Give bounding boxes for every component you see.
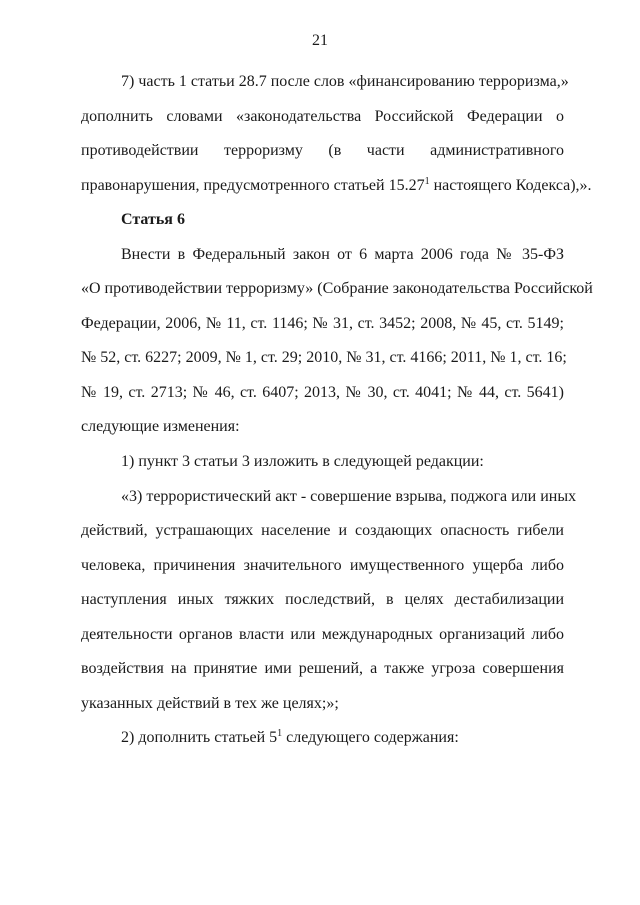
item7-line2: дополнить словами «законодательства Российской Федерации о <box>81 108 564 125</box>
superscript: 1 <box>424 176 430 187</box>
item7-line1: 7) часть 1 статьи 28.7 после слов «финансированию терроризма,» <box>121 73 569 90</box>
article6-p1-line2: «О противодействии терроризму» (Собрание законодательства Российской <box>81 280 593 297</box>
article6-p1-line3: Федерации, 2006, № 11, ст. 1146; № 31, ст. 3452; 2008, № 45, ст. 5149; <box>81 315 564 332</box>
quote-line1: «3) террористический акт - совершение взрыва, поджога или иных <box>121 488 577 505</box>
article6-p1-line5: № 19, ст. 2713; № 46, ст. 6407; 2013, № 30, ст. 4041; № 44, ст. 5641) <box>81 384 564 401</box>
article6-item1: 1) пункт 3 статьи 3 изложить в следующей редакции: <box>121 453 484 470</box>
article-heading: Статья 6 <box>121 211 185 228</box>
article6-item2-text: 2) дополнить статьей 5 <box>121 729 278 746</box>
item7-line4 <box>81 176 592 196</box>
quote-line5: деятельности органов власти или международных организаций либо <box>81 626 564 643</box>
article6-item2-tail: следующего содержания: <box>282 729 459 746</box>
article6-p1-line4: № 52, ст. 6227; 2009, № 1, ст. 29; 2010, № 31, ст. 4166; 2011, № 1, ст. 16; <box>81 349 567 366</box>
quote-line2: действий, устрашающих население и создающих опасность гибели <box>81 522 564 539</box>
item7-line4-tail: настоящего Кодекса),». <box>429 177 592 194</box>
quote-line4: наступления иных тяжких последствий, в целях дестабилизации <box>81 591 564 608</box>
page-number: 21 <box>312 32 328 49</box>
article6-item2 <box>121 728 564 748</box>
article6-p1-line1: Внести в Федеральный закон от 6 марта 2006 года № 35-ФЗ <box>121 246 564 263</box>
quote-line3: человека, причинения значительного имущественного ущерба либо <box>81 557 564 574</box>
item7-line3: противодействии терроризму (в части административного <box>81 142 564 159</box>
quote-line6: воздействия на принятие ими решений, а также угроза совершения <box>81 660 564 677</box>
quote-line7: указанных действий в тех же целях;»; <box>81 695 339 712</box>
item7-line4-text: правонарушения, предусмотренного статьей 15.27 <box>81 177 425 194</box>
article6-p1-line6: следующие изменения: <box>81 418 240 435</box>
superscript: 1 <box>277 728 283 739</box>
